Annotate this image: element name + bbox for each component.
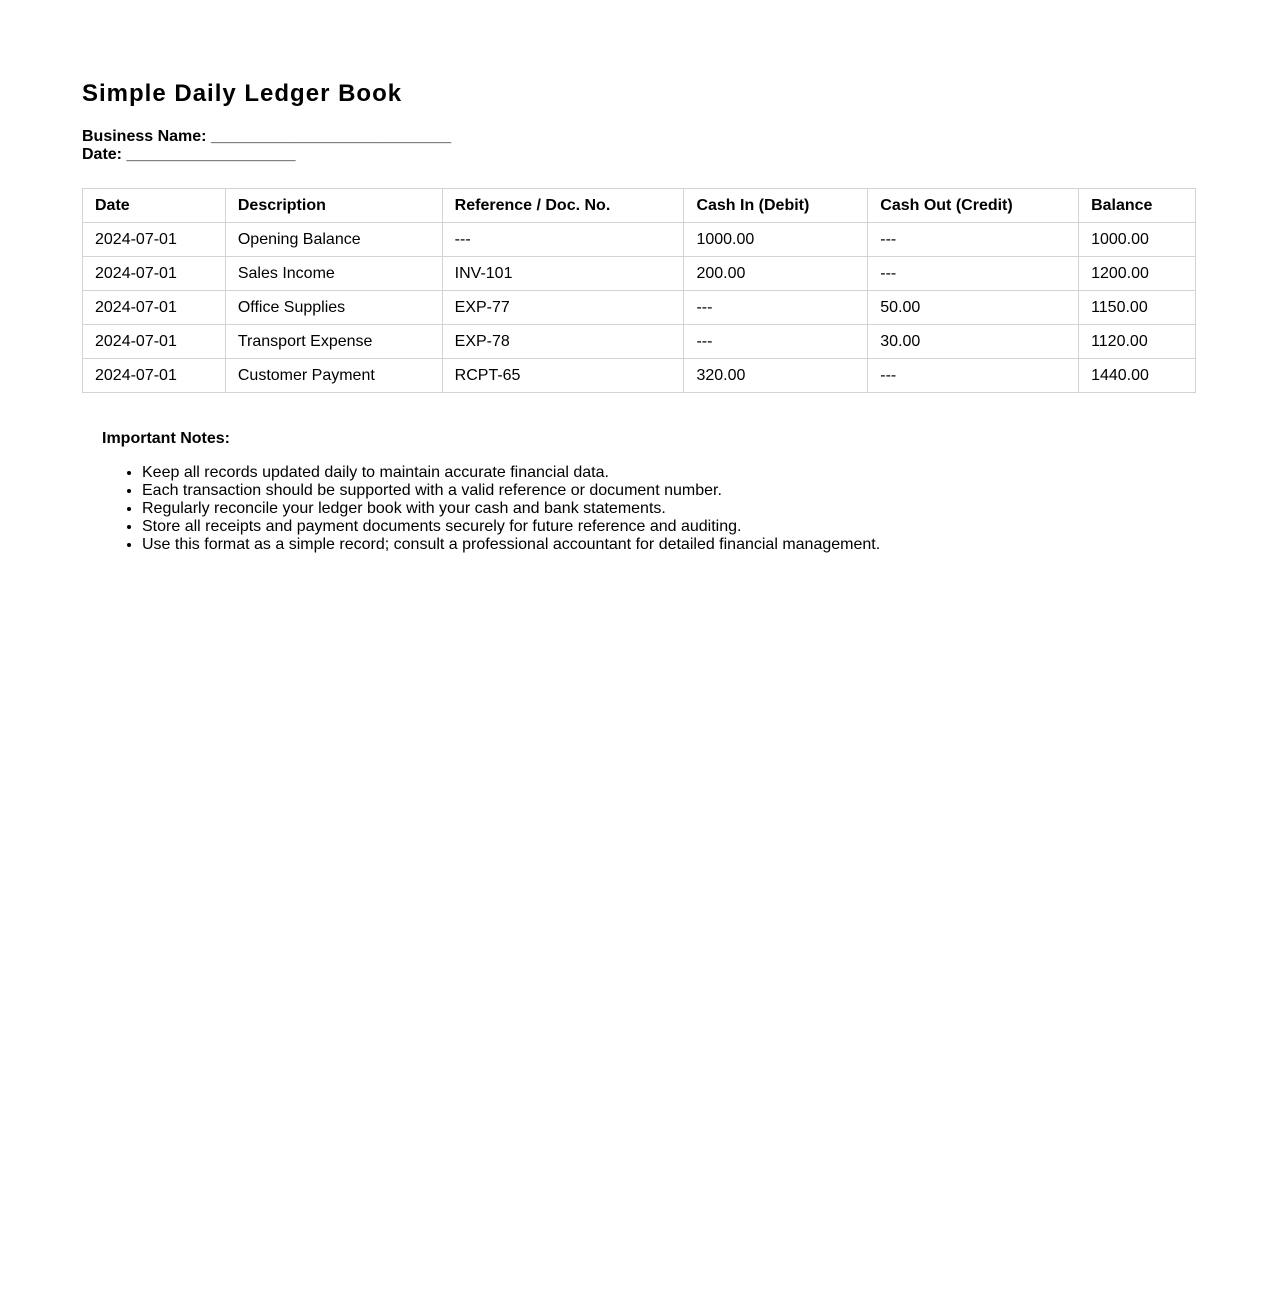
cell-description: Office Supplies xyxy=(225,291,442,325)
page-title: Simple Daily Ledger Book xyxy=(82,80,403,107)
column-header-balance: Balance xyxy=(1079,189,1196,223)
cell-cash-out: --- xyxy=(868,223,1079,257)
ledger-table xyxy=(82,188,1196,393)
important-notes xyxy=(102,430,880,554)
cell-balance: 1000.00 xyxy=(1079,223,1196,257)
cell-description: Customer Payment xyxy=(225,359,442,393)
document-meta xyxy=(82,128,451,164)
list-item: • Use this format as a simple record; consult a professional accountant for detailed financial management. xyxy=(142,536,880,554)
cell-date: 2024-07-01 xyxy=(83,325,226,359)
cell-date: 2024-07-01 xyxy=(83,291,226,325)
table-row xyxy=(83,291,1196,325)
business-name-line: Business Name: ___________________________ xyxy=(82,128,452,145)
cell-balance: 1200.00 xyxy=(1079,257,1196,291)
column-header-cash-out: Cash Out (Credit) xyxy=(868,189,1079,223)
table-row xyxy=(83,325,1196,359)
cell-date: 2024-07-01 xyxy=(83,359,226,393)
cell-cash-in: --- xyxy=(684,291,868,325)
table-header-row xyxy=(83,189,1196,223)
cell-reference: INV-101 xyxy=(442,257,684,291)
cell-description: Transport Expense xyxy=(225,325,442,359)
column-header-date: Date xyxy=(83,189,226,223)
table-row xyxy=(83,257,1196,291)
cell-balance: 1440.00 xyxy=(1079,359,1196,393)
cell-cash-out: 30.00 xyxy=(868,325,1079,359)
date-line: Date: ___________________ xyxy=(82,146,296,163)
cell-reference: EXP-77 xyxy=(442,291,684,325)
cell-description: Sales Income xyxy=(225,257,442,291)
cell-cash-out: --- xyxy=(868,257,1079,291)
cell-date: 2024-07-01 xyxy=(83,223,226,257)
cell-cash-in: 200.00 xyxy=(684,257,868,291)
notes-heading: Important Notes: xyxy=(102,430,230,447)
cell-reference: --- xyxy=(442,223,684,257)
column-header-reference: Reference / Doc. No. xyxy=(442,189,684,223)
cell-description: Opening Balance xyxy=(225,223,442,257)
table-row xyxy=(83,359,1196,393)
cell-balance: 1120.00 xyxy=(1079,325,1196,359)
cell-cash-out: --- xyxy=(868,359,1079,393)
cell-reference: RCPT-65 xyxy=(442,359,684,393)
list-item: • Store all receipts and payment documents securely for future reference and auditing. xyxy=(142,518,880,536)
cell-cash-out: 50.00 xyxy=(868,291,1079,325)
cell-cash-in: 1000.00 xyxy=(684,223,868,257)
list-item: • Regularly reconcile your ledger book with your cash and bank statements. xyxy=(142,500,880,518)
column-header-cash-in: Cash In (Debit) xyxy=(684,189,868,223)
cell-cash-in: 320.00 xyxy=(684,359,868,393)
table-row xyxy=(83,223,1196,257)
list-item: • Each transaction should be supported with a valid reference or document number. xyxy=(142,482,880,500)
list-item: • Keep all records updated daily to maintain accurate financial data. xyxy=(142,464,880,482)
cell-balance: 1150.00 xyxy=(1079,291,1196,325)
cell-reference: EXP-78 xyxy=(442,325,684,359)
cell-date: 2024-07-01 xyxy=(83,257,226,291)
cell-cash-in: --- xyxy=(684,325,868,359)
notes-list xyxy=(102,464,880,554)
column-header-description: Description xyxy=(225,189,442,223)
